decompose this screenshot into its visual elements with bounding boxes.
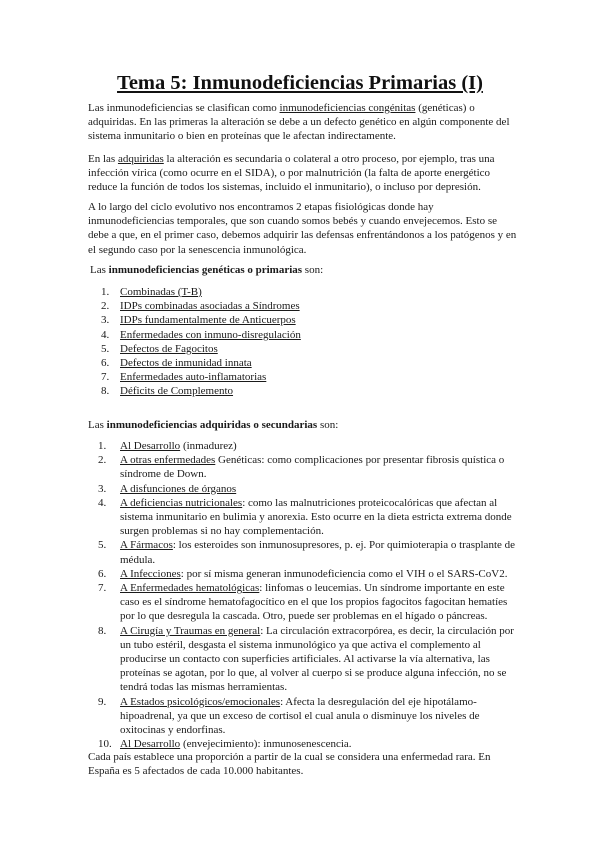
list-item <box>88 695 520 738</box>
list-item-label: A Cirugía y Traumas en general <box>120 624 261 637</box>
closing-paragraph: Cada país establece una proporción a partir de la cual se considera una enfermedad rara. En España es 5 afectados de cada 10.000 habitantes. <box>88 751 491 778</box>
list-item <box>88 482 520 496</box>
list-item-number: 3. <box>101 314 110 327</box>
list-item <box>88 370 520 384</box>
list-item-label: A Infecciones <box>120 567 181 580</box>
list-item-number: 7. <box>98 582 107 595</box>
list-item-label: A disfunciones de órganos <box>120 482 237 495</box>
page-title: Tema 5: Inmunodeficiencias Primarias (I) <box>117 72 483 94</box>
list-item-label: Al Desarrollo <box>120 738 181 751</box>
list-item-number: 5. <box>101 342 110 355</box>
list-item <box>88 567 520 581</box>
list-item <box>88 313 520 327</box>
list-item-text: (inmadurez) <box>180 440 237 452</box>
list-item <box>88 496 520 539</box>
intro-paragraph-2: En las adquiridas la alteración es secundaria o colateral a otro proceso, por ejemplo, tras una infección vírica (como ocurre en el SIDA), o por malnutrición (la falta de aporte energético reduce la función de todos los sistemas, incluido el inmunitario), o incluso por depresión. <box>88 153 495 194</box>
list-item <box>88 624 520 695</box>
list-item-text: : La circulación extracorpórea, es decir, la circulación por un tubo estéril, desgasta el sistema inmunológico ya que activa el complemento al producirse un contacto con superficies artificiales. Al activarse la vía alternativa, las proteínas se agotan, por lo que, al volver al cuerpo si se produce alguna infección, no se tendrá todas las mismas herramientas. <box>120 624 514 694</box>
term-adquiridas: adquiridas <box>117 153 164 165</box>
list-item <box>88 439 520 453</box>
list-item-text: : los esteroides son inmunosupresores, p. ej. Por quimioterapia o trasplante de médula. <box>120 539 516 566</box>
list-item-number: 4. <box>98 496 107 509</box>
list-item-text: : Afecta la desregulación del eje hipotálamo-hipoadrenal, ya que un exceso de cortisol el cual anula o disminuye los niveles de oxitocinas y endorfinas. <box>120 695 480 737</box>
list-item-number: 1. <box>101 286 110 298</box>
list-item-number: 10. <box>98 738 112 751</box>
list-item-text: Genéticas: como complicaciones por presentar fibrosis quística o síndrome de Down. <box>120 454 505 481</box>
intro-paragraph-3: A lo largo del ciclo evolutivo nos encontramos 2 etapas fisiológicas donde hay inmunodeficiencias temporales, que son cuando somos bebés y cuando envejecemos. Esto se debe a que, en el primer caso, debemos adquirir las defensas enfrentándonos a los patógenos y en el segundo caso por la senescencia inmunológica. <box>88 201 517 256</box>
list-item-label: A Estados psicológicos/emocionales <box>120 695 281 708</box>
list-item-label: Defectos de Fagocitos <box>120 342 218 355</box>
primarias-list <box>88 285 520 399</box>
list-item-number: 8. <box>101 385 110 398</box>
list-item-number: 2. <box>98 454 107 467</box>
secundarias-list <box>88 439 520 751</box>
list-item-label: IDPs combinadas asociadas a Síndromes <box>120 300 300 313</box>
list-item-number: 5. <box>98 539 107 552</box>
list-item-number: 2. <box>101 300 110 313</box>
list-item <box>88 384 520 398</box>
list-item-label: Enfermedades con inmuno-disregulación <box>120 328 301 341</box>
list-item-number: 1. <box>98 440 107 452</box>
list-item-label: A Fármacos <box>120 539 173 552</box>
primarias-heading: Las inmunodeficiencias genéticas o primarias son: <box>90 264 324 276</box>
intro-paragraph-1: Las inmunodeficiencias se clasifican como inmunodeficiencias congénitas (genéticas) o adquiridas. En las primeras la alteración se debe a un defecto genético en algún componente del sistema inmunitario o bien en proteínas que le afectan indirectamente. <box>88 102 510 143</box>
list-item <box>88 285 520 299</box>
list-item-number: 7. <box>101 371 110 384</box>
list-item-label: Combinadas (T-B) <box>120 286 202 298</box>
list-item-number: 4. <box>101 328 110 341</box>
list-item-number: 6. <box>101 357 110 370</box>
list-item-label: IDPs fundamentalmente de Anticuerpos <box>120 314 296 327</box>
list-item-label: Déficits de Complemento <box>120 385 234 398</box>
list-item-label: Defectos de inmunidad innata <box>120 357 252 370</box>
list-item-label: A otras enfermedades <box>120 454 216 467</box>
list-item-text: : como las malnutriciones proteicocalóricas que afectan al sistema inmunitario en bulimia y anorexia. Esto ocurre en la dieta estricta extrema donde surgen problemas si no hay complementación. <box>120 496 512 538</box>
list-item <box>88 453 520 481</box>
list-item-number: 3. <box>98 482 107 495</box>
list-item-label: A Enfermedades hematológicas <box>120 582 260 595</box>
list-item-text: : linfomas o leucemias. Un síndrome importante en este caso es el síndrome hematofagocítico en el que los propios fagocitos fagocitan hematíes por lo que desregula la cascada. Otro, puede ser problemas en el hígado o páncreas. <box>120 582 508 623</box>
term-congenitas: inmunodeficiencias congénitas <box>279 102 416 114</box>
list-item <box>88 342 520 356</box>
list-item-text: (envejecimiento): inmunosenescencia. <box>180 738 352 751</box>
list-item-number: 6. <box>98 567 107 580</box>
list-item <box>88 328 520 342</box>
list-item <box>88 356 520 370</box>
list-item-label: Enfermedades auto-inflamatorias <box>120 371 267 384</box>
list-item-number: 9. <box>98 695 107 708</box>
list-item <box>88 581 520 624</box>
list-item <box>88 538 520 566</box>
list-item-number: 8. <box>98 624 107 637</box>
secundarias-heading: Las inmunodeficiencias adquiridas o secundarias son: <box>88 419 339 431</box>
list-item-label: A deficiencias nutricionales <box>120 496 243 509</box>
list-item-label: Al Desarrollo <box>120 440 181 452</box>
list-item-text: : por sí misma generan inmunodeficiencia como el VIH o el SARS-CoV2. <box>180 567 508 580</box>
list-item <box>88 299 520 313</box>
